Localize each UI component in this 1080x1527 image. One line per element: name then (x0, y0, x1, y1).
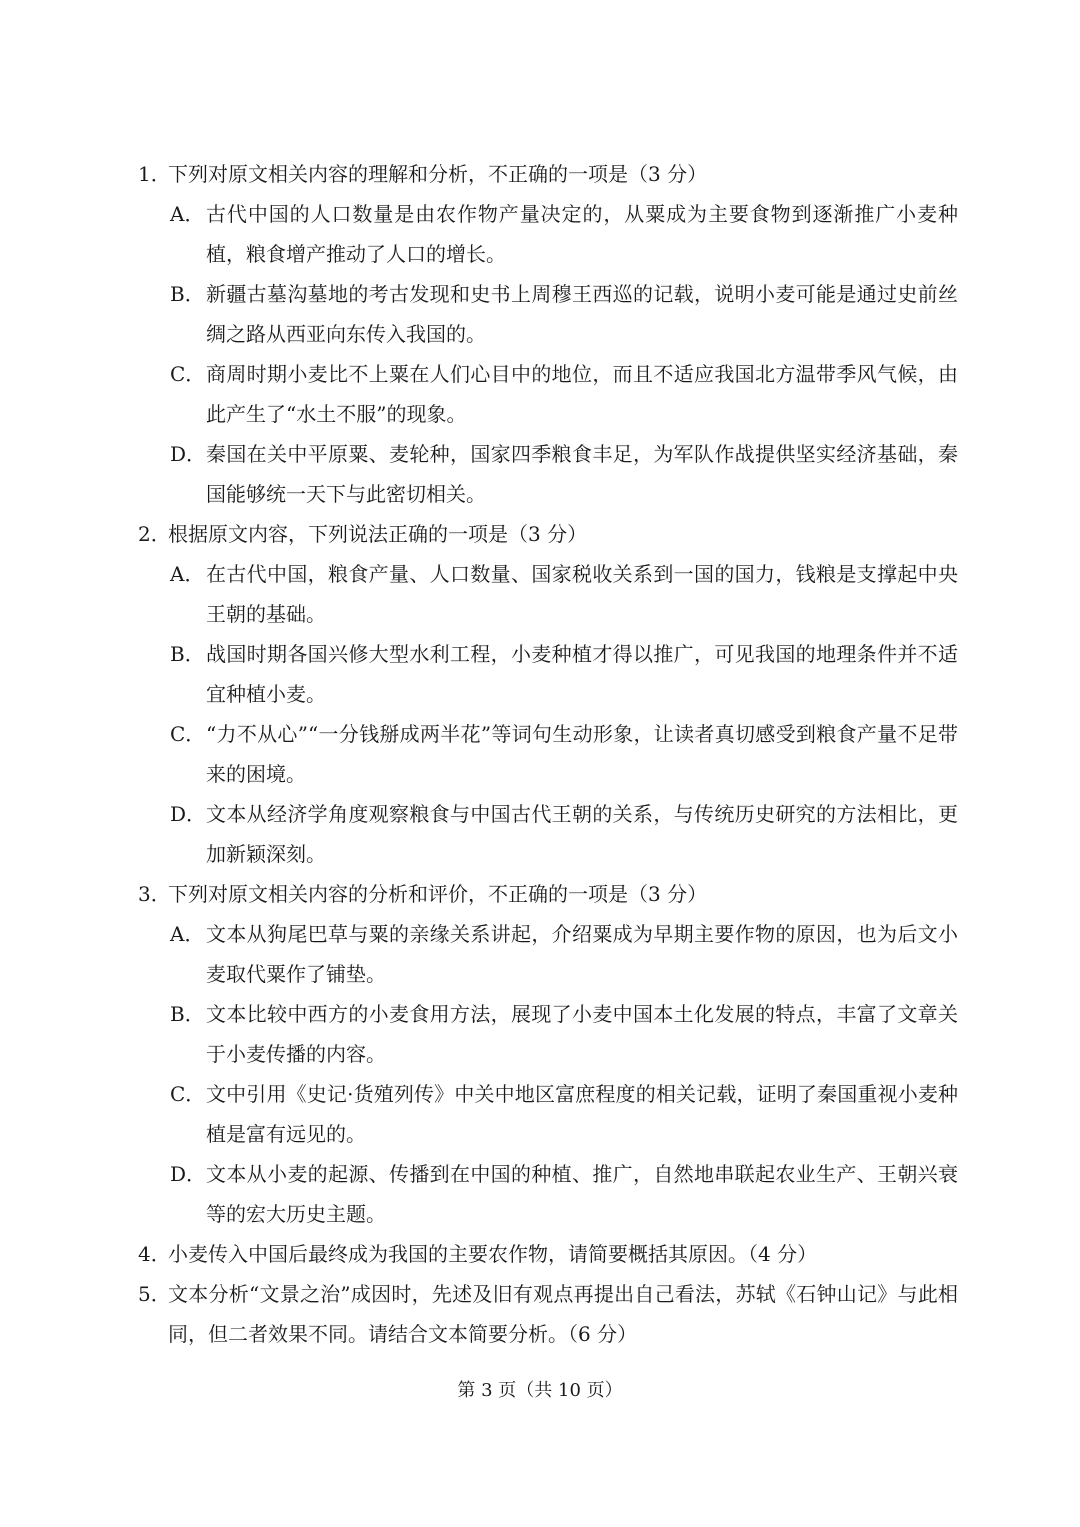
option-text: 在古代中国，粮食产量、人口数量、国家税收关系到一国的国力，钱粮是支撑起中央王朝的基础。 (206, 562, 958, 626)
question-4 (138, 1234, 958, 1274)
option-b (170, 994, 958, 1074)
question-stem (138, 1274, 958, 1354)
question-number: 2． (138, 522, 171, 546)
option-c (170, 354, 958, 434)
question-number: 3． (138, 882, 171, 906)
option-a (170, 194, 958, 274)
question-number: 1． (138, 162, 171, 186)
question-list (138, 154, 958, 1354)
option-text: 秦国在关中平原粟、麦轮种，国家四季粮食丰足，为军队作战提供坚实经济基础，秦国能够统一天下与此密切相关。 (206, 442, 958, 506)
option-letter: A． (170, 922, 205, 946)
option-list (170, 194, 958, 514)
option-list (170, 554, 958, 874)
question-text: 下列对原文相关内容的理解和分析，不正确的一项是（3 分） (168, 162, 708, 186)
question-3 (138, 874, 958, 1234)
option-d (170, 1154, 958, 1234)
option-letter: C． (170, 1082, 206, 1106)
question-1 (138, 154, 958, 514)
question-text: 小麦传入中国后最终成为我国的主要农作物，请简要概括其原因。（4 分） (168, 1242, 818, 1266)
option-b (170, 634, 958, 714)
option-letter: B． (170, 642, 205, 666)
question-stem (138, 154, 958, 194)
option-text: 战国时期各国兴修大型水利工程，小麦种植才得以推广，可见我国的地理条件并不适宜种植小麦。 (206, 642, 958, 706)
option-letter: D． (170, 442, 207, 466)
option-letter: A． (170, 202, 205, 226)
option-d (170, 434, 958, 514)
option-letter: A． (170, 562, 205, 586)
option-a (170, 914, 958, 994)
option-c (170, 1074, 958, 1154)
question-5 (138, 1274, 958, 1354)
option-text: 文中引用《史记·货殖列传》中关中地区富庶程度的相关记载，证明了秦国重视小麦种植是富有远见的。 (206, 1082, 958, 1146)
option-b (170, 274, 958, 354)
page-footer: 第 3 页（共 10 页） (457, 1380, 623, 1401)
option-text: 文本从狗尾巴草与粟的亲缘关系讲起，介绍粟成为早期主要作物的原因，也为后文小麦取代粟作了铺垫。 (206, 922, 958, 986)
option-list (170, 914, 958, 1234)
option-letter: D． (170, 1162, 207, 1186)
option-letter: B． (170, 1002, 205, 1026)
option-text: “力不从心”“一分钱掰成两半花”等词句生动形象，让读者真切感受到粮食产量不足带来的困境。 (206, 722, 958, 786)
option-letter: B． (170, 282, 205, 306)
question-stem (138, 1234, 958, 1274)
option-letter: C． (170, 722, 206, 746)
question-number: 4． (138, 1242, 171, 1266)
option-d (170, 794, 958, 874)
option-c (170, 714, 958, 794)
question-text: 下列对原文相关内容的分析和评价，不正确的一项是（3 分） (168, 882, 708, 906)
option-letter: D． (170, 802, 207, 826)
option-a (170, 554, 958, 634)
option-text: 文本比较中西方的小麦食用方法，展现了小麦中国本土化发展的特点，丰富了文章关于小麦传播的内容。 (206, 1002, 958, 1066)
option-text: 新疆古墓沟墓地的考古发现和史书上周穆王西巡的记载，说明小麦可能是通过史前丝绸之路从西亚向东传入我国的。 (206, 282, 958, 346)
option-text: 文本从经济学角度观察粮食与中国古代王朝的关系，与传统历史研究的方法相比，更加新颖深刻。 (206, 802, 958, 866)
option-letter: C． (170, 362, 206, 386)
question-stem (138, 514, 958, 554)
question-stem (138, 874, 958, 914)
option-text: 古代中国的人口数量是由农作物产量决定的，从粟成为主要食物到逐渐推广小麦种植，粮食增产推动了人口的增长。 (206, 202, 958, 266)
option-text: 文本从小麦的起源、传播到在中国的种植、推广，自然地串联起农业生产、王朝兴衰等的宏大历史主题。 (206, 1162, 958, 1226)
question-2 (138, 514, 958, 874)
question-text: 文本分析“文景之治”成因时，先述及旧有观点再提出自己看法，苏轼《石钟山记》与此相同，但二者效果不同。请结合文本简要分析。（6 分） (168, 1282, 958, 1346)
question-number: 5． (138, 1282, 171, 1306)
question-text: 根据原文内容，下列说法正确的一项是（3 分） (168, 522, 588, 546)
option-text: 商周时期小麦比不上粟在人们心目中的地位，而且不适应我国北方温带季风气候，由此产生了“水土不服”的现象。 (206, 362, 958, 426)
